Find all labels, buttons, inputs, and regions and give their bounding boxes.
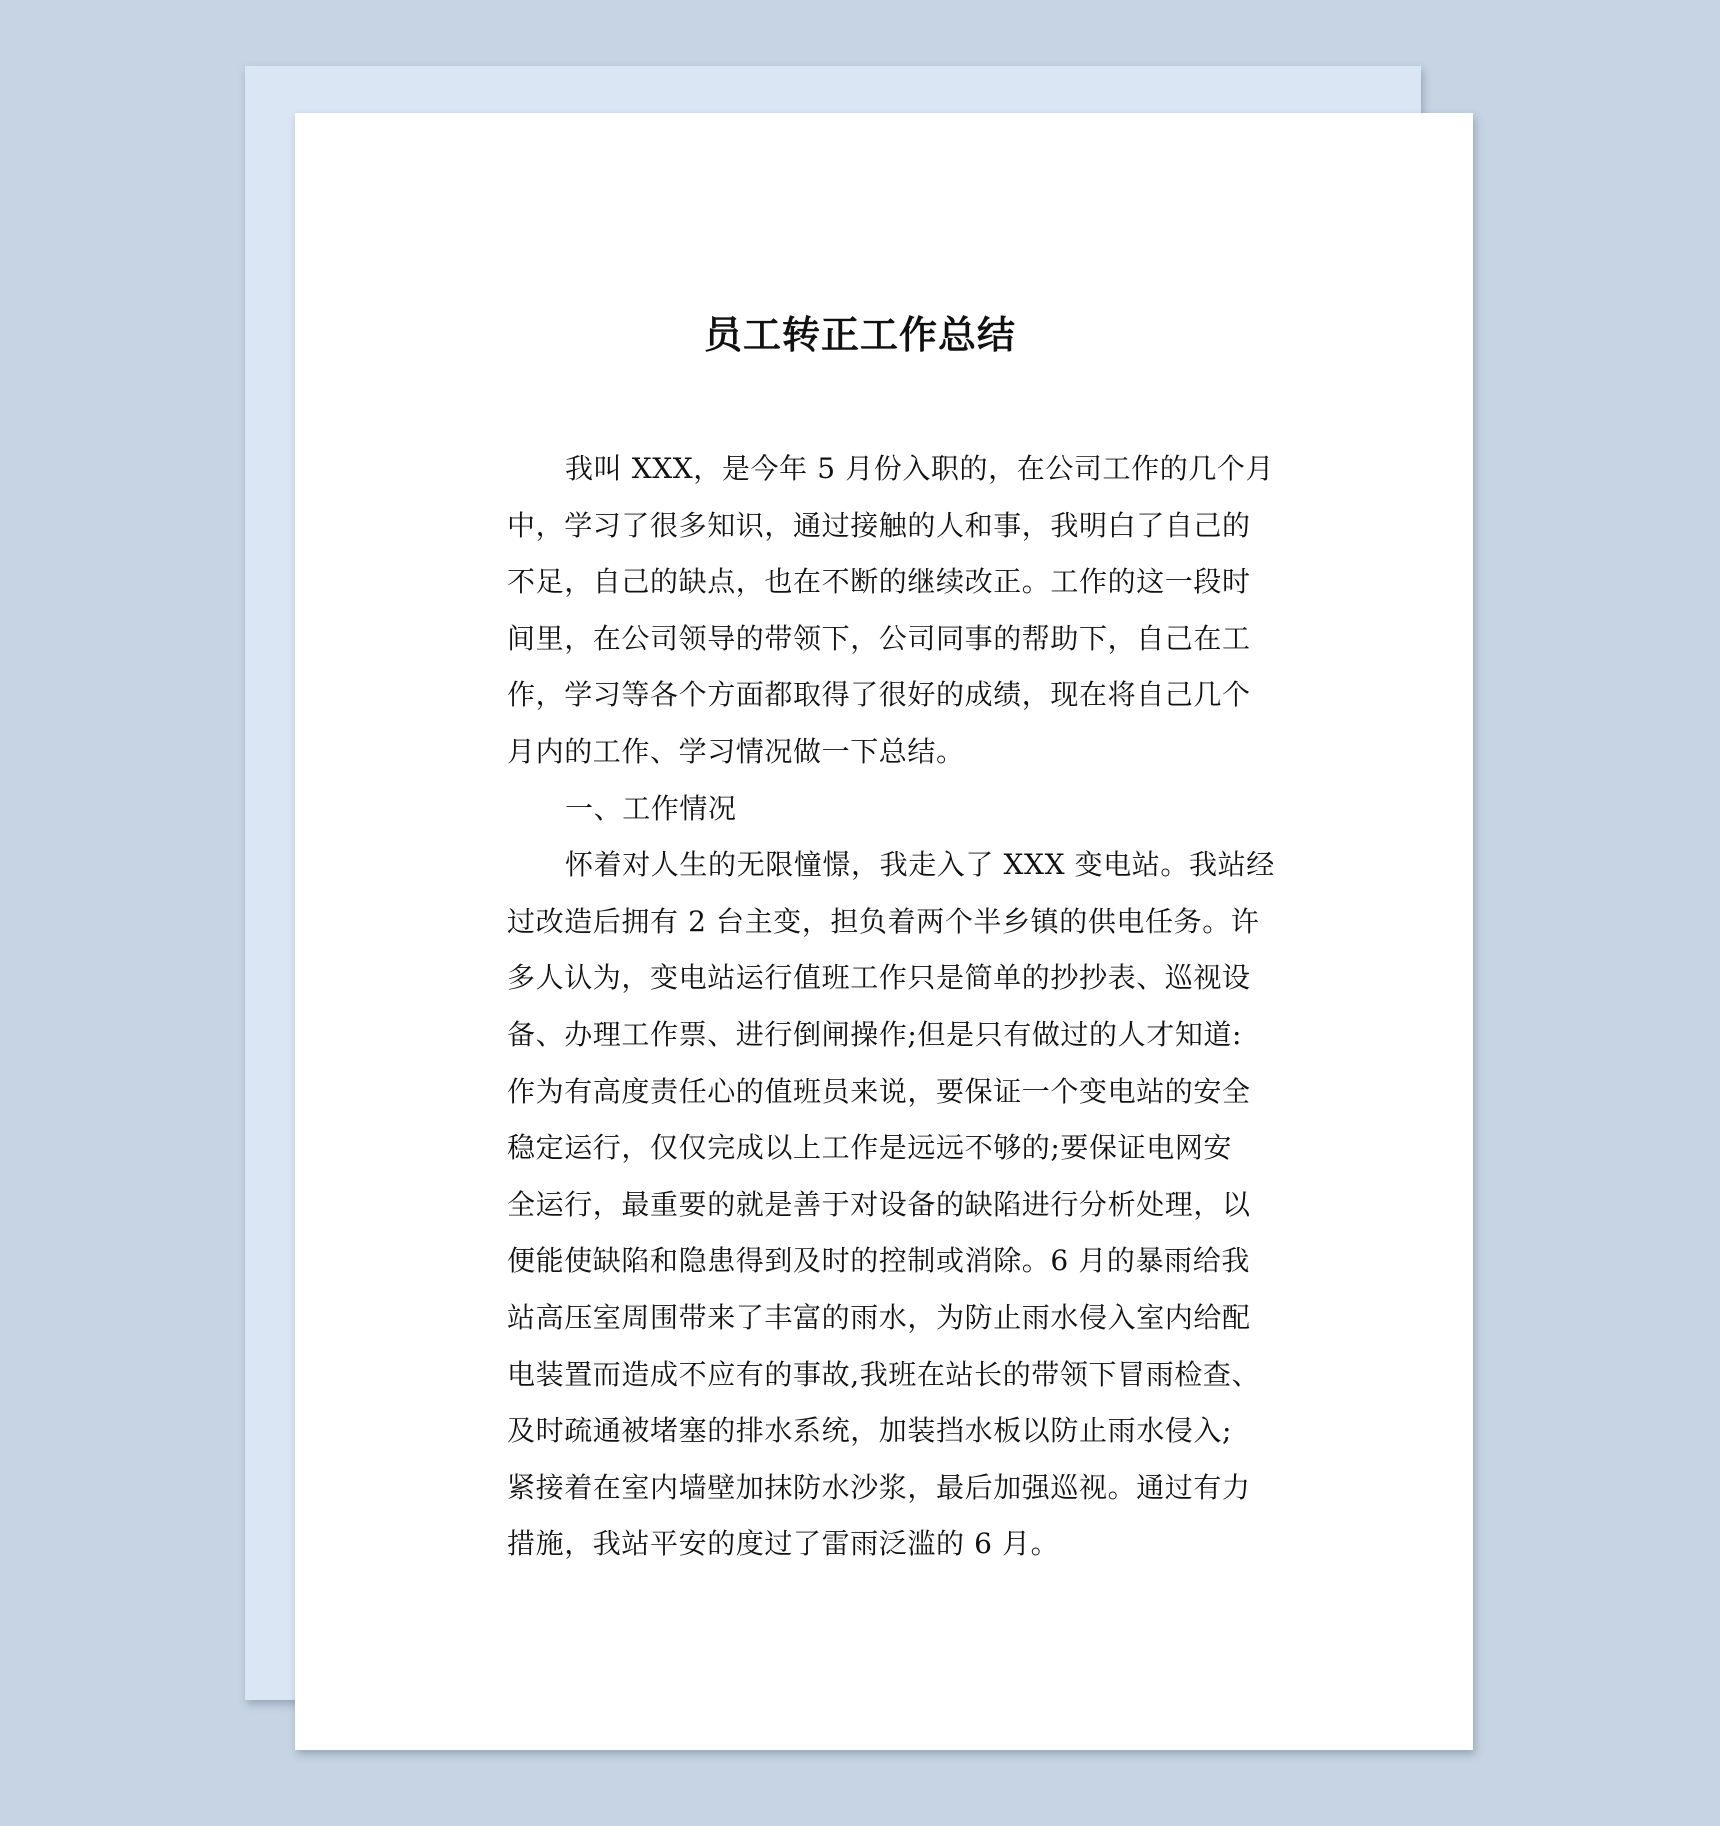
text-line: 及时疏通被堵塞的排水系统，加装挡水板以防止雨水侵入; — [507, 1414, 1233, 1448]
text-line: 稳定运行，仅仅完成以上工作是远远不够的;要保证电网安 — [507, 1131, 1233, 1165]
text-line: 站高压室周围带来了丰富的雨水，为防止雨水侵入室内给配 — [507, 1300, 1251, 1334]
document-title: 员工转正工作总结 — [703, 313, 1016, 357]
text-line: 便能使缺陷和隐患得到及时的控制或消除。6 月的暴雨给我 — [507, 1244, 1250, 1278]
text-line: 间里，在公司领导的带领下，公司同事的帮助下，自己在工 — [507, 621, 1251, 655]
text-line: 电装置而造成不应有的事故,我班在站长的带领下冒雨检查、 — [507, 1357, 1261, 1391]
text-line: 全运行，最重要的就是善于对设备的缺陷进行分析处理，以 — [507, 1187, 1251, 1221]
text-line: 怀着对人生的无限憧憬，我走入了 XXX 变电站。我站经 — [565, 848, 1275, 882]
text-line: 作为有高度责任心的值班员来说，要保证一个变电站的安全 — [507, 1074, 1251, 1108]
text-line: 不足，自己的缺点，也在不断的继续改正。工作的这一段时 — [507, 565, 1251, 599]
text-line: 备、办理工作票、进行倒闸操作;但是只有做过的人才知道: — [507, 1017, 1243, 1051]
text-line: 紧接着在室内墙壁加抹防水沙浆，最后加强巡视。通过有力 — [507, 1470, 1251, 1504]
text-line: 我叫 XXX，是今年 5 月份入职的，在公司工作的几个月 — [565, 452, 1275, 485]
text-line: 一、工作情况 — [565, 791, 737, 825]
text-line: 中，学习了很多知识，通过接触的人和事，我明白了自己的 — [507, 508, 1251, 542]
document-body — [507, 441, 1275, 1573]
text-line: 作，学习等各个方面都取得了很好的成绩，现在将自己几个 — [507, 678, 1251, 712]
text-line: 月内的工作、学习情况做一下总结。 — [507, 734, 965, 768]
text-line: 过改造后拥有 2 台主变，担负着两个半乡镇的供电任务。许 — [507, 904, 1260, 938]
text-line: 措施，我站平安的度过了雷雨泛滥的 6 月。 — [507, 1527, 1060, 1561]
text-line: 多人认为，变电站运行值班工作只是简单的抄抄表、巡视设 — [507, 961, 1251, 995]
